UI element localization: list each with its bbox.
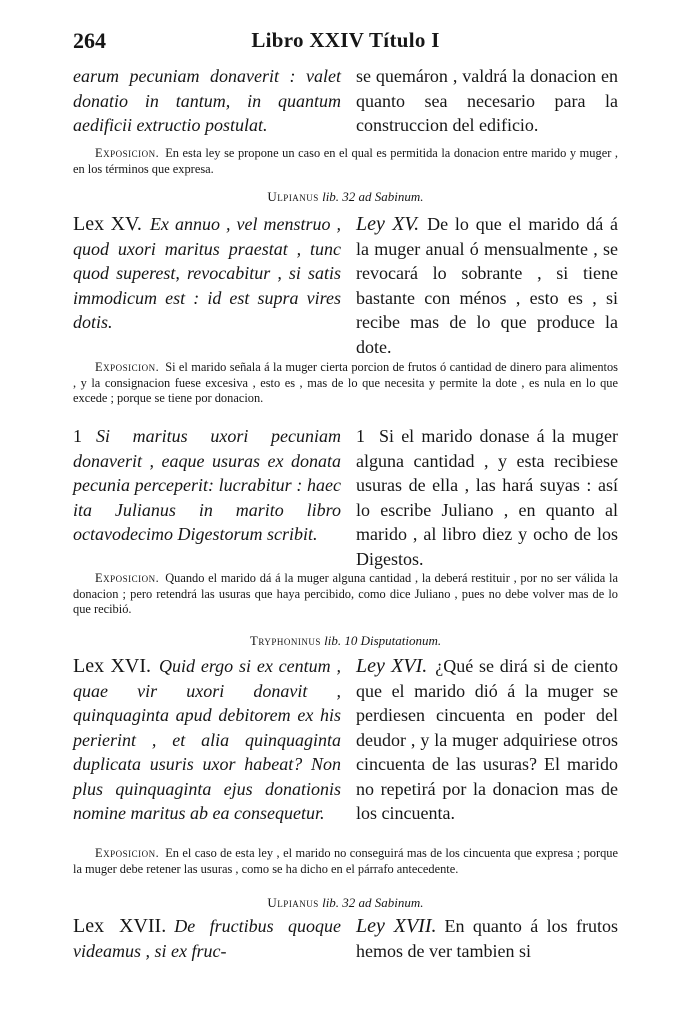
parallel-text-block xyxy=(73,212,618,359)
exposicion-label: Exposicion. xyxy=(95,846,160,860)
source-work: lib. 32 ad Sabinum. xyxy=(322,189,424,204)
paragraph-number: 1 xyxy=(356,426,365,446)
exposicion-note xyxy=(73,571,618,618)
source-author: Ulpianus xyxy=(267,189,319,204)
parallel-text-block xyxy=(73,914,618,963)
source-citation xyxy=(73,633,618,649)
paragraph-number: 1 xyxy=(73,426,82,446)
exposicion-text: En esta ley se propone un caso en el qual es permitida la donacion entre marido y muger , en los términos que expresa. xyxy=(73,146,618,176)
latin-column xyxy=(73,64,341,138)
exposicion-note xyxy=(73,146,618,177)
exposicion-label: Exposicion. xyxy=(95,360,160,374)
exposicion-text: En el caso de esta ley , el marido no conseguirá mas de los cincuenta que expresa ; porque la muger debe retener las usuras , como se ha dicho en el párrafo antecedente. xyxy=(73,846,618,876)
spanish-column xyxy=(356,64,618,138)
spanish-text: ¿Qué se dirá si de ciento que el marido dió á la muger se perdiesen cincuenta en poder del deudor , y la muger adquiriese otros cincuenta de las usuras? El marido no repetirá por la donacion mas de los cincuenta. xyxy=(356,656,618,823)
latin-column xyxy=(73,424,341,571)
spanish-column xyxy=(356,212,618,359)
lex-number: Lex XVII. xyxy=(73,915,167,937)
exposicion-text: Si el marido señala á la muger cierta porcion de frutos ó cantidad de dinero para alimentos , y la consignacion fuese excesiva , esto es , mas de lo que necesita y permite la dote , es nula en lo que excede ; porque se tiene por donacion. xyxy=(73,360,618,405)
source-citation xyxy=(73,895,618,911)
ley-number: Ley XV. xyxy=(356,213,420,235)
source-work: lib. 10 Disputationum. xyxy=(324,633,442,648)
parallel-text-block xyxy=(73,424,618,571)
latin-column xyxy=(73,654,341,826)
page-header xyxy=(73,28,618,54)
source-work: lib. 32 ad Sabinum. xyxy=(322,895,424,910)
latin-column xyxy=(73,914,341,963)
parallel-text-block xyxy=(73,64,618,138)
spanish-column xyxy=(356,424,618,571)
lex-number: Lex XVI. xyxy=(73,655,151,677)
parallel-text-block xyxy=(73,654,618,826)
page-number: 264 xyxy=(73,28,106,53)
source-author: Tryphoninus xyxy=(249,633,321,648)
exposicion-label: Exposicion. xyxy=(95,571,160,585)
source-author: Ulpianus xyxy=(267,895,319,910)
exposicion-label: Exposicion. xyxy=(95,146,160,160)
spanish-text: Si el marido donase á la muger alguna cantidad , y esta recibiese usuras de ella , las hará suyas : así lo escribe Juliano , en quanto al marido , al libro diez y ocho de los Digestos. xyxy=(356,426,618,569)
lex-number: Lex XV. xyxy=(73,213,142,235)
latin-text: Si maritus uxori pecuniam donaverit , eaque usuras ex donata pecunia perceperit: lucrabitur : haec ita Julianus in marito libro octavodecimo Digestorum scribit. xyxy=(73,426,341,544)
spanish-text: En quanto á los frutos hemos de ver tambien si xyxy=(356,916,618,961)
latin-text: Ex annuo , vel menstruo , quod uxori maritus praestat , tunc quod superest, revocabitur , si satis immodicum est : id est supra vires dotis. xyxy=(73,214,342,332)
spanish-text: se quemáron , valdrá la donacion en quanto sea necesario para la construccion del edificio. xyxy=(356,66,618,135)
ley-number: Ley XVI. xyxy=(356,655,428,677)
exposicion-text: Quando el marido dá á la muger alguna cantidad , la deberá restituir , por no ser válida la donacion ; pero retendrá las usuras que haya percibido, como dice Juliano , pues no debe volver mas de lo que recibió. xyxy=(73,571,618,616)
latin-text: earum pecuniam donaverit : valet donatio in tantum, in quantum aedificii extructio postulat. xyxy=(73,66,341,135)
exposicion-note xyxy=(73,360,618,407)
ley-number: Ley XVII. xyxy=(356,915,437,937)
spanish-column xyxy=(356,914,618,963)
latin-text: De fructibus quoque videamus , si ex fruc- xyxy=(73,916,341,961)
exposicion-note xyxy=(73,846,618,877)
latin-column xyxy=(73,212,341,359)
latin-text: Quid ergo si ex centum , quae vir uxori donavit , quinquaginta apud debitorem ex his perierint , et alia quinquaginta duplicata usuris uxor habeat? Non plus quinquaginta ejus donationis nomine maritus ab ea consequetur. xyxy=(73,656,341,823)
spanish-column xyxy=(356,654,618,826)
running-head: Libro XXIV Título I xyxy=(251,28,440,52)
spanish-text: De lo que el marido dá á la muger anual ó mensualmente , se revocará lo sobrante , si tiene bastante con ménos , esto es , si recibe mas de lo que produce la dote. xyxy=(356,214,619,357)
source-citation xyxy=(73,189,618,205)
